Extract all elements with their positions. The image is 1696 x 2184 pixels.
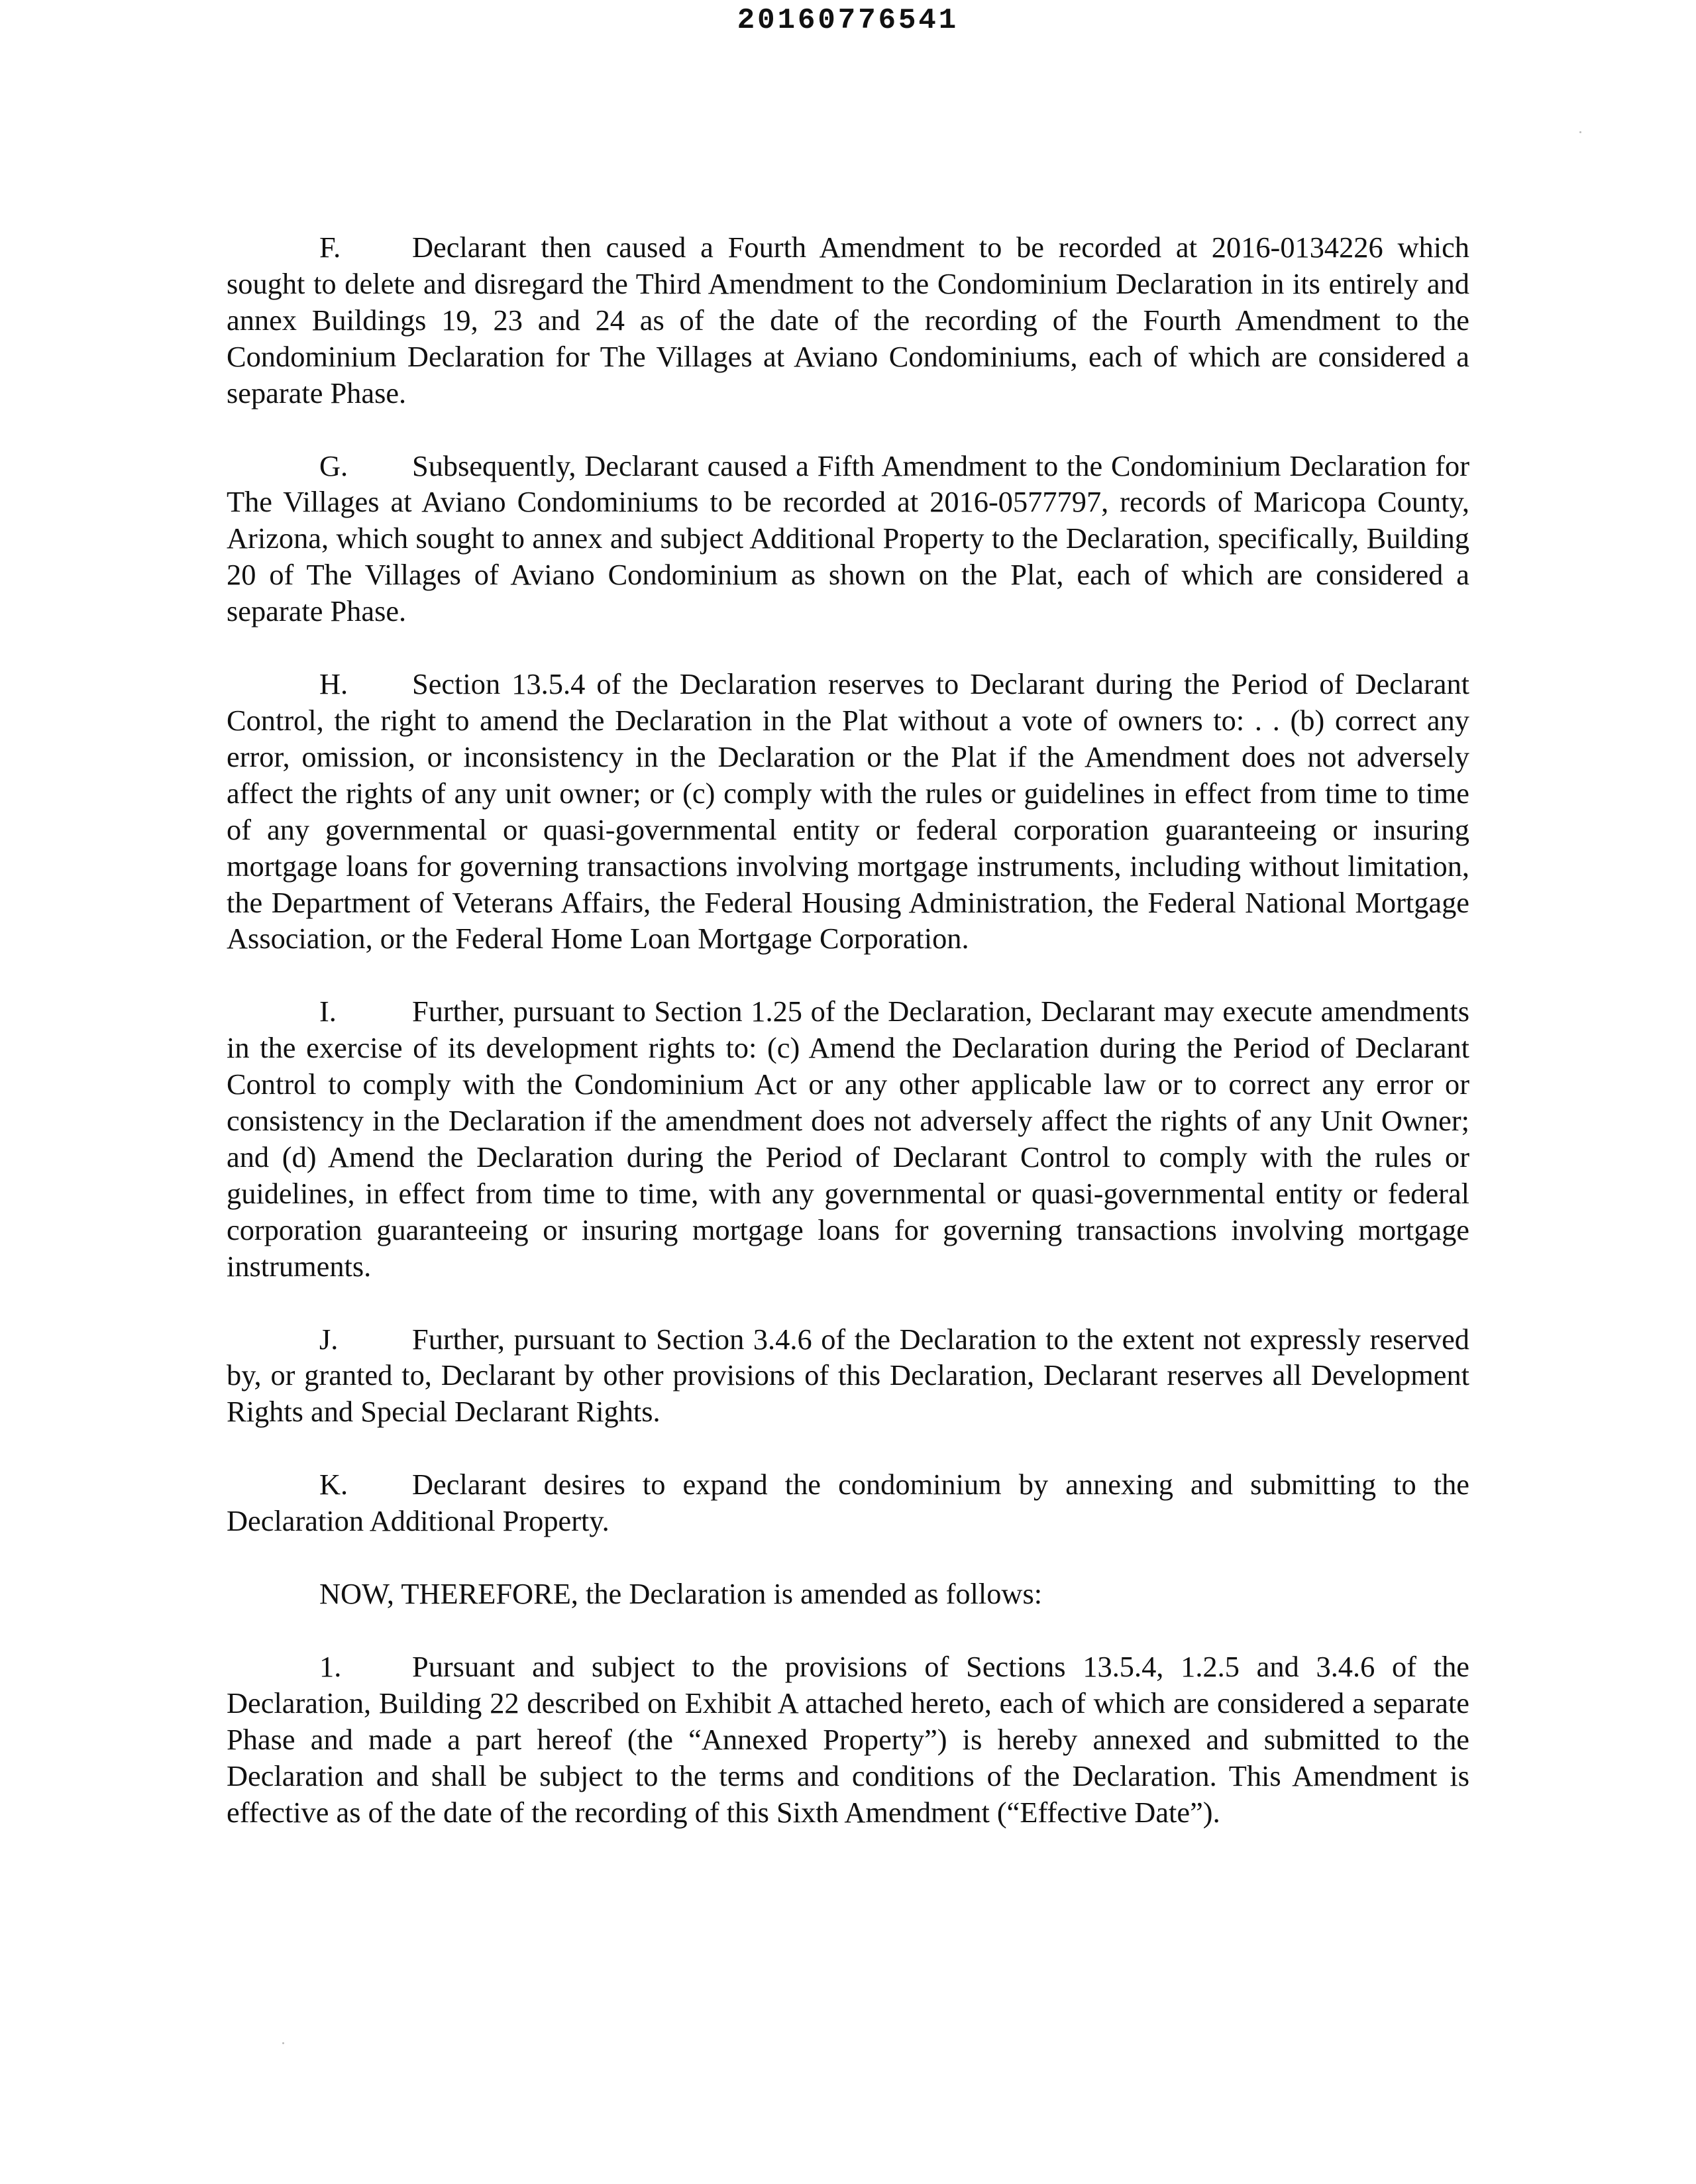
- item-text: Pursuant and subject to the provisions of Sections 13.5.4, 1.2.5 and 3.4.6 of the Declaration, Building 22 described on Exhibit A attached hereto, each of which are considered a separate Phase and made a part hereof (the “Annexed Property”) is hereby annexed and submitted to the Declaration and shall be subject to the terms and conditions of the Declaration. This Amendment is effective as of the date of the recording of this Sixth Amendment (“Effective Date”).: [227, 1650, 1469, 1829]
- recital-marker: G.: [319, 449, 348, 482]
- recital-i: [227, 993, 1469, 1284]
- recital-text: Declarant then caused a Fourth Amendment to be recorded at 2016-0134226 which sought to delete and disregard the Third Amendment to the Condominium Declaration in its entirely and annex Buildings 19, 23 and 24 as of the date of the recording of the Fourth Amendment to the Condominium Declaration for The Villages at Aviano Condominiums, each of which are considered a separate Phase.: [227, 231, 1469, 410]
- recital-text: Subsequently, Declarant caused a Fifth Amendment to the Condominium Declaration for The Villages at Aviano Condominiums to be recorded at 2016-0577797, records of Maricopa County, Arizona, which sought to annex and subject Additional Property to the Declaration, specifically, Building 20 of The Villages of Aviano Condominium as shown on the Plat, each of which are considered a separate Phase.: [227, 449, 1469, 628]
- recital-text: Section 13.5.4 of the Declaration reserves to Declarant during the Period of Declarant Control, the right to amend the Declaration in the Plat without a vote of owners to: . . (b) correct any error, omission, or inconsistency in the Declaration or the Plat if the Amendment does not adversely affect the rights of any unit owner; or (c) comply with the rules or guidelines in effect from time to time of any governmental or quasi-governmental entity or federal corporation guaranteeing or insuring mortgage loans for governing transactions involving mortgage instruments, including without limitation, the Department of Veterans Affairs, the Federal Housing Administration, the Federal National Mortgage Association, or the Federal Home Loan Mortgage Corporation.: [227, 667, 1469, 956]
- transition-statement: NOW, THEREFORE, the Declaration is amended as follows:: [319, 1577, 1043, 1611]
- recital-marker: I.: [319, 995, 337, 1028]
- recital-j: [227, 1321, 1469, 1431]
- recital-text: Further, pursuant to Section 1.25 of the Declaration, Declarant may execute amendments in the exercise of its development rights to: (c) Amend the Declaration during the Period of Declarant Control to comply with the Condominium Act or any other applicable law or to correct any error or consistency in the Declaration if the amendment does not adversely affect the rights of any Unit Owner; and (d) Amend the Declaration during the Period of Declarant Control to comply with the rules or guidelines, in effect from time to time, with any governmental or quasi-governmental entity or federal corporation guaranteeing or insuring mortgage loans for governing transactions involving mortgage instruments.: [227, 995, 1469, 1283]
- recital-text: Further, pursuant to Section 3.4.6 of the Declaration to the extent not expressly reserved by, or granted to, Declarant by other provisions of this Declaration, Declarant reserves all Development Rights and Special Declarant Rights.: [227, 1322, 1469, 1429]
- recital-marker: F.: [319, 231, 341, 264]
- document-body: [227, 229, 1469, 1867]
- recital-k: [227, 1466, 1469, 1539]
- item-marker: 1.: [319, 1650, 342, 1683]
- recital-h: [227, 666, 1469, 957]
- recital-marker: K.: [319, 1468, 348, 1502]
- scan-speck: [282, 2042, 284, 2044]
- recital-text: Declarant desires to expand the condominium by annexing and submitting to the Declaration Additional Property.: [227, 1468, 1469, 1538]
- recital-marker: J.: [319, 1322, 339, 1356]
- scan-speck: [1579, 131, 1581, 133]
- recital-marker: H.: [319, 667, 348, 701]
- recording-number: 20160776541: [737, 4, 959, 37]
- amendment-item-1: [227, 1649, 1469, 1831]
- recital-f: [227, 229, 1469, 411]
- recital-g: [227, 448, 1469, 630]
